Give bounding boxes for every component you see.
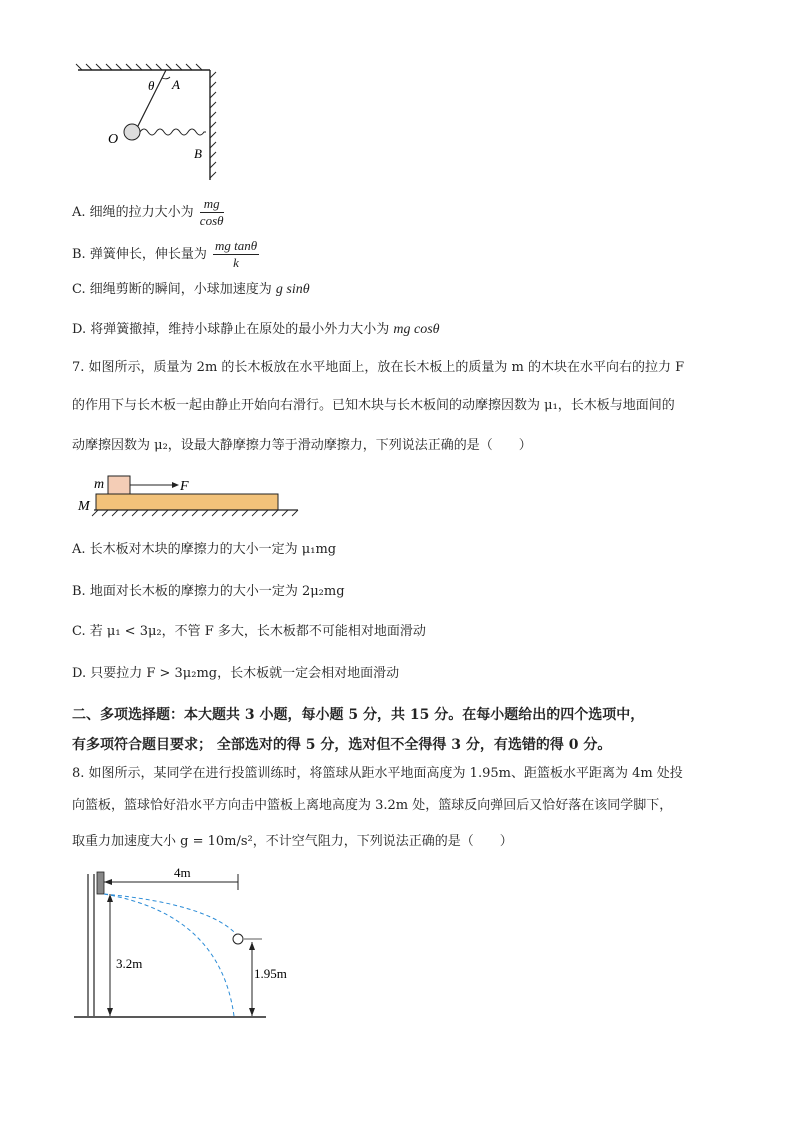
label-theta: θ: [148, 78, 155, 93]
q7-stem-line3: 动摩擦因数为 μ₂，设最大静摩擦力等于滑动摩擦力，下列说法正确的是（ ）: [72, 438, 532, 453]
figure-pendulum-spring: [70, 60, 230, 185]
q6-option-b: B. 弹簧伸长，伸长量为 $\frac{\text{mg tanθ}}{k}$: [72, 238, 258, 270]
label-F: F: [180, 479, 189, 494]
section2-line2: 有多项符合题目要求； 全部选对的得 5 分，选对但不全得得 3 分，有选错的得 0 分。: [72, 737, 612, 753]
q8-stem-line1: 8. 如图所示，某同学在进行投篮训练时，将篮球从距水平地面高度为 1.95m、距篮板水平距离为 4m 处投: [72, 766, 683, 781]
figure-block-on-board: [72, 472, 302, 522]
q6-option-d: D. 将弹簧撤掉，维持小球静止在原处的最小外力大小为 mg cosθ: [72, 322, 440, 337]
label-m: m: [94, 477, 105, 492]
label-1-95m: 1.95m: [254, 966, 287, 981]
q6-option-a: A. 细绳的拉力大小为 $\frac{mg}{\cos\theta}$: [72, 196, 224, 228]
q7-option-d: D. 只要拉力 F > 3μ₂mg，长木板就一定会相对地面滑动: [72, 666, 400, 681]
q6-option-c: C. 细绳剪断的瞬间，小球加速度为 g sinθ: [72, 282, 310, 297]
q7-stem-line2: 的作用下与长木板一起由静止开始向右滑行。已知木块与长木板间的动摩擦因数为 μ₁，长木板与地面间的: [72, 398, 675, 413]
label-A: A: [172, 77, 180, 92]
section2-line1: 二、多项选择题：本大题共 3 小题，每小题 5 分，共 15 分。在每小题给出的四个选项中，: [72, 707, 645, 723]
label-O: O: [108, 132, 119, 147]
label-B: B: [194, 146, 202, 161]
label-3-2m: 3.2m: [116, 956, 143, 971]
q8-stem-line2: 向篮板，篮球恰好沿水平方向击中篮板上离地高度为 3.2m 处，篮球反向弹回后又恰好落在该同学脚下，: [72, 798, 673, 813]
figure-basketball: [70, 864, 287, 1024]
q7-option-b: B. 地面对长木板的摩擦力的大小一定为 2μ₂mg: [72, 584, 345, 599]
q7-option-a: A. 长木板对木块的摩擦力的大小一定为 μ₁mg: [72, 542, 337, 557]
q7-option-c: C. 若 μ₁ < 3μ₂，不管 F 多大，长木板都不可能相对地面滑动: [72, 624, 426, 639]
q7-stem-line1: 7. 如图所示，质量为 2m 的长木板放在水平地面上，放在长木板上的质量为 m 的木块在水平向右的拉力 F: [72, 360, 685, 375]
label-4m: 4m: [174, 865, 191, 880]
label-M: M: [78, 499, 90, 514]
q8-stem-line3: 取重力加速度大小 g = 10m/s²，不计空气阻力，下列说法正确的是（ ）: [72, 834, 513, 849]
